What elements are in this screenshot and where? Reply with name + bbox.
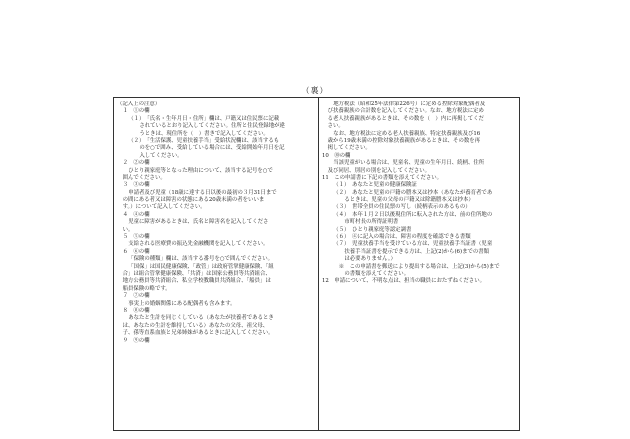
instruction-line: （１） 「氏名・生年月日・住所」欄は、戸籍又は住民票に記載 <box>128 115 280 122</box>
instruction-line: ３ ③の欄 <box>122 182 150 189</box>
instruction-line: （１） あなたと児童の健康保険証 <box>333 182 417 189</box>
instruction-line: ７ ⑦の欄 <box>122 293 150 300</box>
instruction-line: 地方公務員等共済組合、私立学校教職員共済組合、「船員」は <box>122 278 271 285</box>
instruction-line: 「保険の種類」欄は、該当する番号を○で囲んでください。 <box>128 256 274 263</box>
instruction-line: （２） あなたと児童の戸籍の謄本又は抄本（あなたが養育者であ <box>333 189 493 196</box>
instruction-line: （３） 世帯全員の住民票の写し（続柄表示のあるもの） <box>333 204 471 211</box>
instruction-line: （記入上の注意） <box>117 101 161 107</box>
instruction-line: 掲してください。 <box>327 145 371 152</box>
instruction-line: の書類を添えてください。 <box>344 270 410 277</box>
instruction-line: ９ ⑨の欄 <box>122 337 150 344</box>
page-heading: （裏） <box>301 86 329 95</box>
instruction-line: （７） 児童扶養手当を受けている方は、児童扶養手当証書（児童 <box>333 241 493 248</box>
instruction-line: のを○で囲み、受給している場合には、受給開始年月日を記 <box>139 145 285 152</box>
instruction-line: されているとおり記入してください。住所と住民登録地が違 <box>139 123 285 130</box>
instructions-frame <box>113 97 520 431</box>
instruction-line: なお、地方税法に定める老人扶養親族、特定扶養親族及び16 <box>333 130 481 137</box>
instruction-line: い。 <box>122 226 134 233</box>
instruction-line: 事実上の婚姻関係にある配偶者も含みます。 <box>128 300 236 307</box>
instruction-line: あなたと生計を同じくしている（あなたが扶養者であるとき <box>128 315 274 322</box>
instruction-line: 歳から19歳未満の控除対象扶養親族があるときは、その数を再 <box>327 137 481 144</box>
instruction-line: 及び同居、別居の別を記入してください。 <box>327 167 431 174</box>
instruction-line: の間にある者又は障害の状態にある20歳未満の者をいいま <box>122 197 265 204</box>
instruction-line: ６ ⑥の欄 <box>122 248 150 255</box>
instruction-line: 扶養手当証書を提示できる方は、上記(2)から(6)までの書類 <box>344 248 490 255</box>
instruction-line: 市町村長の所得証明書 <box>344 219 399 226</box>
instruction-line: 当該児童がいる場合は、児童名、児童の生年月日、続柄、住所 <box>333 160 485 167</box>
instruction-line: は必要ありません。） <box>344 256 396 263</box>
instruction-line: （２） 「生活保護、児童扶養手当」受給状況欄は、該当するも <box>128 137 280 144</box>
instruction-line: 申請者及び児童（18歳に達する日以後の最初の３月31日まで <box>128 189 277 196</box>
instruction-line: 囲んでください。 <box>122 174 166 181</box>
instruction-line: 船員保険の略です。 <box>122 285 171 292</box>
instruction-line: す。）について記入してください。 <box>122 204 206 211</box>
instruction-line: ※ この申請書を郵送により提出する場合は、上記(3)から(5)まで <box>338 263 500 270</box>
instruction-line: （４） 本年１月２日以後現住所に転入された方は、前の住所地の <box>333 211 493 218</box>
instruction-line: 「国保」は国民健康保険、「政管」は政府管掌健康保険、「組 <box>128 263 274 270</box>
instruction-line: ４ ④の欄 <box>122 211 150 218</box>
instruction-line: 入してください。 <box>139 152 183 159</box>
instruction-line: ２ ②の欄 <box>122 160 150 167</box>
right-column <box>322 101 518 286</box>
instruction-line: （５） ひとり親家庭等認定調書 <box>333 226 412 233</box>
instruction-line: （６） ④に記入の場合は、障害の程度を確認できる書類 <box>333 234 471 241</box>
instruction-line: 12 申請について、不明な点は、担当の職員におたずねください。 <box>322 278 485 285</box>
instruction-line: 子、孫等直系血族と兄弟姉妹があるときに記入してください。 <box>122 330 274 337</box>
instruction-line: 地方税法（昭和25年法律第226号）に定める控除対象配偶者及 <box>333 101 486 107</box>
instruction-line: び扶養親族の合計数を記入してください。なお、地方税法に定め <box>327 108 484 115</box>
instruction-line: うときは、現住所を（ ）書きで記入してください。 <box>139 130 269 137</box>
instruction-line: は、あなたの生計を維持している）あなたの父母、祖父母、 <box>122 322 269 329</box>
instruction-line: 支給される医療費の振込先金融機関を記入してください。 <box>128 241 269 248</box>
instruction-line: ひとり親家庭等となった理由について、該当する記号を○で <box>128 167 273 174</box>
left-column <box>117 101 316 345</box>
instruction-line: １ ①の欄 <box>122 108 150 115</box>
instruction-line: さい。 <box>327 123 344 130</box>
column-divider <box>318 98 319 430</box>
instruction-line: ５ ⑤の欄 <box>122 234 150 241</box>
instruction-line: 11 この申請書に下記の書類を添えてください。 <box>322 174 443 181</box>
instruction-line: 10 ⑩の欄 <box>322 152 351 159</box>
instruction-line: ８ ⑧の欄 <box>122 307 150 314</box>
instruction-line: るときは、児童の父母の戸籍又は除籍謄本又は抄本） <box>344 197 474 204</box>
instruction-line: 合」は組合管掌健康保険、「共済」は国家公務員等共済組合、 <box>122 270 271 277</box>
instruction-line: る老人扶養親族があるときは、その数を（ ）内に再掲してくだ <box>327 115 484 122</box>
instruction-line: 児童に障害があるときは、氏名と障害名を記入してくださ <box>128 219 269 226</box>
